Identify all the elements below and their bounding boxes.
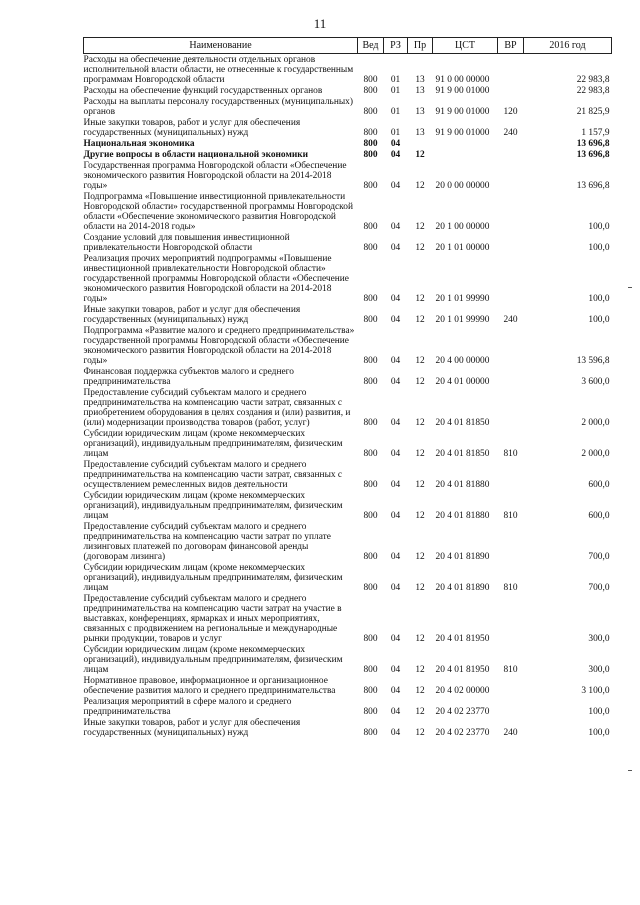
row-ved: 800: [363, 511, 378, 521]
row-ved: 800: [363, 377, 378, 387]
row-name: Предоставление субсидий субъектам малого и среднего предпринимательства на компенсацию части затрат, связанных с осуществлением ремесленных видов деятельности: [83, 460, 343, 490]
row-amount: 100,0: [588, 243, 610, 253]
row-name: Субсидии юридическим лицам (кроме некоммерческих организаций), индивидуальным предпринимателям, физическим лицам: [83, 429, 343, 459]
row-cst: 91 9 00 01000: [435, 107, 490, 117]
row-ved: 800: [363, 356, 378, 366]
table-row: [84, 149, 612, 160]
row-cst: 20 4 01 81950: [435, 634, 490, 644]
row-amount: 22 983,8: [576, 75, 610, 85]
row-amount: 3 100,0: [581, 686, 610, 696]
row-pr: 12: [415, 707, 425, 717]
row-vr: [498, 149, 524, 160]
row-name: Создание условий для повышения инвестиционной привлекательности Новгородской области: [83, 233, 290, 253]
row-name: Национальная экономика: [83, 139, 195, 149]
row-amount: 700,0: [588, 552, 610, 562]
row-amount: 22 983,8: [576, 86, 610, 96]
row-ved: 800: [363, 665, 378, 675]
row-ved: 800: [363, 418, 378, 428]
table-row: [84, 562, 612, 593]
row-name: Государственная программа Новгородской области «Обеспечение экономического развития Новгородской области на 2014-2018 годы»: [83, 161, 347, 191]
row-amount: 300,0: [588, 665, 610, 675]
col-header-name: Наименование: [84, 38, 358, 54]
row-amount: 300,0: [588, 634, 610, 644]
row-ved: 800: [363, 480, 378, 490]
row-rz: 04: [390, 686, 401, 696]
table-row: [84, 428, 612, 459]
row-amount: 600,0: [588, 480, 610, 490]
row-name: Реализация мероприятий в сфере малого и среднего предпринимательства: [83, 697, 292, 717]
row-name: Предоставление субсидий субъектам малого и среднего предпринимательства на компенсацию части затрат, связанных с приобретением оборудования в целях создания и (или) развития, и (или) модернизации производства товаров (работ, услуг): [83, 388, 351, 428]
row-pr: 12: [415, 665, 425, 675]
scan-mark: [628, 770, 632, 771]
table-row: [84, 304, 612, 325]
row-name: Подпрограмма «Развитие малого и среднего предпринимательства» государственной программы Новгородской области «Обеспечение экономического развития Новгородской области на 2014-2018 годы»: [83, 326, 355, 366]
row-rz: 04: [390, 634, 401, 644]
row-vr: 240: [503, 728, 518, 738]
row-name: Нормативное правовое, информационное и организационное обеспечение развития малого и среднего предпринимательства: [83, 676, 336, 696]
table-header-row: [84, 38, 612, 54]
row-pr: 13: [415, 86, 425, 96]
row-pr: 12: [415, 511, 425, 521]
row-cst: 20 4 02 23770: [435, 728, 490, 738]
row-pr: 12: [415, 480, 425, 490]
row-amount: 700,0: [588, 583, 610, 593]
row-amount: 1 157,9: [581, 128, 610, 138]
row-cst: [433, 138, 498, 149]
row-vr: 120: [503, 107, 518, 117]
row-name: Иные закупки товаров, работ и услуг для обеспечения государственных (муниципальных) нужд: [83, 118, 301, 138]
row-cst: 20 4 02 23770: [435, 707, 490, 717]
row-pr: 13: [415, 107, 425, 117]
col-header-cst: ЦСТ: [433, 38, 498, 54]
row-vr: 240: [503, 128, 518, 138]
row-name: Расходы на выплаты персоналу государственных (муниципальных) органов: [83, 97, 353, 117]
row-cst: 20 4 01 81850: [435, 418, 490, 428]
row-name: Финансовая поддержка субъектов малого и среднего предпринимательства: [83, 367, 294, 387]
row-ved: 800: [363, 552, 378, 562]
table-row: [84, 593, 612, 644]
row-amount: 13 696,8: [576, 139, 610, 149]
row-ved: 800: [363, 139, 378, 149]
row-ved: 800: [363, 128, 378, 138]
row-rz: 04: [390, 449, 401, 459]
row-rz: 04: [390, 707, 401, 717]
col-header-pr: Пр: [408, 38, 433, 54]
row-vr: [498, 521, 524, 562]
row-vr: [498, 138, 524, 149]
row-name: Предоставление субсидий субъектам малого и среднего предпринимательства на компенсацию части затрат по уплате лизинговых платежей по договорам финансовой аренды (договорам лизинга): [83, 522, 331, 562]
row-cst: 20 4 01 81880: [435, 480, 490, 490]
row-rz: 01: [390, 86, 401, 96]
row-amount: 2 000,0: [581, 418, 610, 428]
table-row: [84, 675, 612, 696]
row-amount: 13 596,8: [576, 356, 610, 366]
row-cst: 20 4 01 81950: [435, 665, 490, 675]
table-row: [84, 191, 612, 232]
row-rz: 01: [390, 107, 401, 117]
row-cst: [433, 149, 498, 160]
row-pr: 12: [415, 686, 425, 696]
table-row: [84, 85, 612, 96]
row-pr: 12: [415, 377, 425, 387]
table-row: [84, 117, 612, 138]
row-name: Другие вопросы в области национальной экономики: [83, 150, 309, 160]
row-rz: 04: [390, 480, 401, 490]
row-amount: 100,0: [588, 294, 610, 304]
row-amount: 13 696,8: [576, 181, 610, 191]
row-vr: [498, 160, 524, 191]
row-vr: [498, 232, 524, 253]
row-cst: 20 4 01 81890: [435, 552, 490, 562]
table-row: [84, 160, 612, 191]
row-rz: 04: [390, 294, 401, 304]
row-cst: 20 4 01 00000: [435, 377, 490, 387]
row-rz: 04: [390, 511, 401, 521]
row-pr: 12: [415, 583, 425, 593]
row-cst: 20 4 00 00000: [435, 356, 490, 366]
table-row: [84, 459, 612, 490]
row-ved: 800: [363, 583, 378, 593]
row-name: Субсидии юридическим лицам (кроме некоммерческих организаций), индивидуальным предпринимателям, физическим лицам: [83, 491, 343, 521]
row-rz: 04: [390, 665, 401, 675]
row-rz: 04: [390, 315, 401, 325]
row-ved: 800: [363, 150, 378, 160]
row-pr: 12: [415, 449, 425, 459]
table-row: [84, 644, 612, 675]
table-row: [84, 717, 612, 738]
row-amount: 21 825,9: [576, 107, 610, 117]
row-cst: 20 0 00 00000: [435, 181, 490, 191]
row-pr: 12: [415, 552, 425, 562]
row-pr: 12: [415, 181, 425, 191]
row-vr: [498, 253, 524, 304]
row-amount: 100,0: [588, 222, 610, 232]
row-cst: 91 9 00 01000: [435, 86, 490, 96]
table-row: [84, 490, 612, 521]
row-amount: 2 000,0: [581, 449, 610, 459]
table-row: [84, 366, 612, 387]
row-pr: 12: [415, 243, 425, 253]
row-rz: 04: [390, 418, 401, 428]
row-vr: [498, 54, 524, 86]
row-vr: [498, 85, 524, 96]
row-name: Подпрограмма «Повышение инвестиционной привлекательности Новгородской области» государственной программы Новгородской области «Обеспечение экономического развития Новгородской области на 2014-2018 годы»: [83, 192, 353, 232]
row-vr: 810: [503, 449, 518, 459]
row-pr: 12: [415, 356, 425, 366]
row-rz: 01: [390, 128, 401, 138]
row-name: Иные закупки товаров, работ и услуг для обеспечения государственных (муниципальных) нужд: [83, 718, 301, 738]
row-ved: 800: [363, 107, 378, 117]
row-cst: 20 1 01 99990: [435, 315, 490, 325]
table-row: [84, 96, 612, 117]
row-ved: 800: [363, 75, 378, 85]
row-rz: 04: [390, 552, 401, 562]
row-pr: 12: [415, 634, 425, 644]
table-row: [84, 54, 612, 86]
row-cst: 20 4 01 81880: [435, 511, 490, 521]
row-pr: 12: [415, 728, 425, 738]
row-ved: 800: [363, 181, 378, 191]
page-number: 11: [313, 16, 327, 31]
row-vr: [498, 366, 524, 387]
row-vr: 240: [503, 315, 518, 325]
row-ved: 800: [363, 449, 378, 459]
row-name: Предоставление субсидий субъектам малого и среднего предпринимательства на компенсацию части затрат на участие в выставках, конференциях, ярмарках и иных мероприятиях, связанных с продвижением на региональные и международные рынки продукции, товаров и услуг: [83, 594, 342, 644]
row-amount: 600,0: [588, 511, 610, 521]
row-ved: 800: [363, 634, 378, 644]
row-name: Расходы на обеспечение деятельности отдельных органов исполнительной власти области, не отнесенные к государственным программам Новгородской области: [83, 55, 354, 85]
row-ved: 800: [363, 315, 378, 325]
row-name: Субсидии юридическим лицам (кроме некоммерческих организаций), индивидуальным предпринимателям, физическим лицам: [83, 645, 343, 675]
row-cst: 20 4 02 00000: [435, 686, 490, 696]
row-name: Реализация прочих мероприятий подпрограммы «Повышение инвестиционной привлекательности Новгородской области» государственной программы Новгородской области «Обеспечение экономического развития Новгородской области на 2014-2018 годы»: [83, 254, 349, 304]
table-row: [84, 232, 612, 253]
col-header-vr: ВР: [498, 38, 524, 54]
row-cst: 91 9 00 01000: [435, 128, 490, 138]
row-cst: 91 0 00 00000: [435, 75, 490, 85]
row-rz: 04: [390, 728, 401, 738]
row-rz: 04: [390, 181, 401, 191]
row-rz: 04: [390, 222, 401, 232]
row-amount: 100,0: [588, 315, 610, 325]
row-name: Иные закупки товаров, работ и услуг для обеспечения государственных (муниципальных) нужд: [83, 305, 301, 325]
row-vr: [498, 696, 524, 717]
row-pr: 12: [415, 418, 425, 428]
row-ved: 800: [363, 243, 378, 253]
row-rz: 04: [390, 139, 401, 149]
row-pr: 12: [415, 150, 425, 160]
row-rz: 04: [390, 243, 401, 253]
col-header-rz: РЗ: [384, 38, 408, 54]
row-cst: 20 1 01 99990: [435, 294, 490, 304]
row-amount: 13 696,8: [576, 150, 610, 160]
row-vr: [498, 191, 524, 232]
row-ved: 800: [363, 222, 378, 232]
row-pr: 12: [415, 222, 425, 232]
row-pr: 13: [415, 128, 425, 138]
row-ved: 800: [363, 728, 378, 738]
row-rz: 04: [390, 377, 401, 387]
row-rz: 04: [390, 583, 401, 593]
row-name: Расходы на обеспечение функций государственных органов: [83, 86, 323, 96]
row-pr: 13: [415, 75, 425, 85]
table-row: [84, 521, 612, 562]
row-cst: 20 4 01 81890: [435, 583, 490, 593]
row-vr: [498, 325, 524, 366]
row-vr: 810: [503, 583, 518, 593]
row-pr: 12: [415, 315, 425, 325]
row-vr: [498, 387, 524, 428]
row-cst: 20 1 01 00000: [435, 243, 490, 253]
table-row: [84, 253, 612, 304]
row-vr: 810: [503, 665, 518, 675]
row-cst: 20 1 00 00000: [435, 222, 490, 232]
col-header-amount: 2016 год: [524, 38, 612, 54]
table-row: [84, 138, 612, 149]
row-ved: 800: [363, 686, 378, 696]
row-rz: 04: [390, 356, 401, 366]
row-vr: [498, 593, 524, 644]
row-ved: 800: [363, 86, 378, 96]
table-row: [84, 696, 612, 717]
row-ved: 800: [363, 707, 378, 717]
scan-mark: [628, 287, 632, 288]
row-pr: [408, 138, 433, 149]
row-rz: 01: [390, 75, 401, 85]
row-cst: 20 4 01 81850: [435, 449, 490, 459]
row-pr: 12: [415, 294, 425, 304]
row-amount: 100,0: [588, 707, 610, 717]
row-vr: [498, 459, 524, 490]
row-amount: 3 600,0: [581, 377, 610, 387]
col-header-ved: Вед: [358, 38, 384, 54]
row-name: Субсидии юридическим лицам (кроме некоммерческих организаций), индивидуальным предпринимателям, физическим лицам: [83, 563, 343, 593]
row-vr: 810: [503, 511, 518, 521]
row-rz: 04: [390, 150, 401, 160]
table-row: [84, 387, 612, 428]
row-amount: 100,0: [588, 728, 610, 738]
table-row: [84, 325, 612, 366]
budget-table: [83, 37, 612, 738]
row-vr: [498, 675, 524, 696]
row-ved: 800: [363, 294, 378, 304]
